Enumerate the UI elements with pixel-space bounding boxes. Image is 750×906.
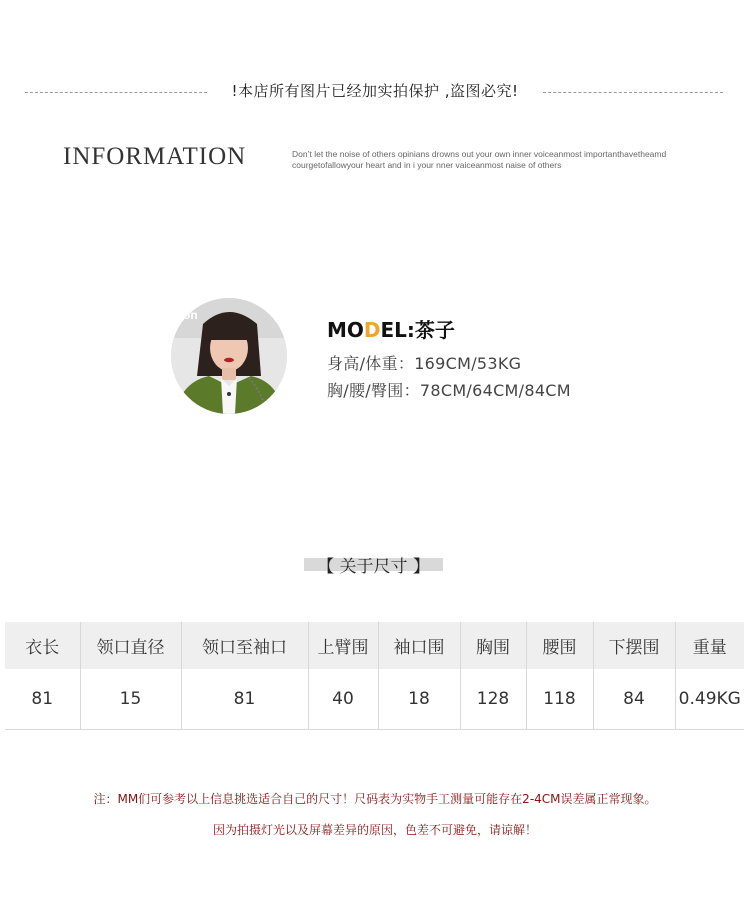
cell-upper-arm: 40 xyxy=(308,669,378,729)
model-name xyxy=(327,314,455,343)
header-cell-upper-arm: 上臂围 xyxy=(308,622,378,669)
cell-waist: 118 xyxy=(526,669,593,729)
header-cell-weight: 重量 xyxy=(675,622,744,669)
information-title: INFORMATION xyxy=(63,143,247,170)
header-cell-neck-to-cuff: 领口至袖口 xyxy=(181,622,308,669)
cell-chest: 128 xyxy=(460,669,526,729)
cell-length: 81 xyxy=(31,688,54,709)
model-measurements: 胸/腰/臀围：78CM/64CM/84CM xyxy=(327,381,571,400)
table-row xyxy=(5,669,744,729)
header-cell-hem: 下摆围 xyxy=(593,622,675,669)
header-cell-chest: 胸围 xyxy=(460,622,526,669)
color-disclaimer: 因为拍摄灯光以及屏幕差异的原因，色差不可避免，请谅解！ xyxy=(212,823,537,837)
cell-cuff: 18 xyxy=(378,669,460,729)
size-heading: 【 关于尺寸 】 xyxy=(317,557,430,577)
cell-hem: 84 xyxy=(593,669,675,729)
information-quote xyxy=(292,149,712,171)
header-cell-cuff: 袖口围 xyxy=(378,622,460,669)
cell-neck-to-cuff: 81 xyxy=(181,669,308,729)
model-label-d: D xyxy=(363,318,381,342)
size-table xyxy=(5,622,744,730)
size-table-header-row xyxy=(5,622,744,669)
model-label-mo: MO xyxy=(327,318,364,342)
information-quote-line1: Don’t let the noise of others opinians drowns out your own inner voiceanmost importanthavetheamd xyxy=(292,149,667,159)
model-height-weight: 身高/体重：169CM/53KG xyxy=(327,354,522,373)
size-note: 注：MM们可参考以上信息挑选适合自己的尺寸！尺码表为实物手工测量可能存在2-4CM误差属正常现象。 xyxy=(93,792,657,806)
model-name-value: :茶子 xyxy=(406,318,455,342)
information-quote-line2: courgetofallowyour heart and in i your nner vaiceanmost naise of others xyxy=(292,160,562,170)
model-label-el: EL xyxy=(380,318,407,342)
avatar-overlay-text: on xyxy=(183,308,198,322)
model-avatar xyxy=(171,298,287,414)
cell-neck-diameter: 15 xyxy=(80,669,181,729)
header-cell-waist: 腰围 xyxy=(526,622,593,669)
copyright-notice: !本店所有图片已经加实拍保护 ,盗图必究! xyxy=(231,82,519,100)
cell-weight: 0.49KG xyxy=(675,669,744,729)
header-cell-length: 衣长 xyxy=(25,638,60,658)
header-cell-neck-diameter: 领口直径 xyxy=(80,622,181,669)
